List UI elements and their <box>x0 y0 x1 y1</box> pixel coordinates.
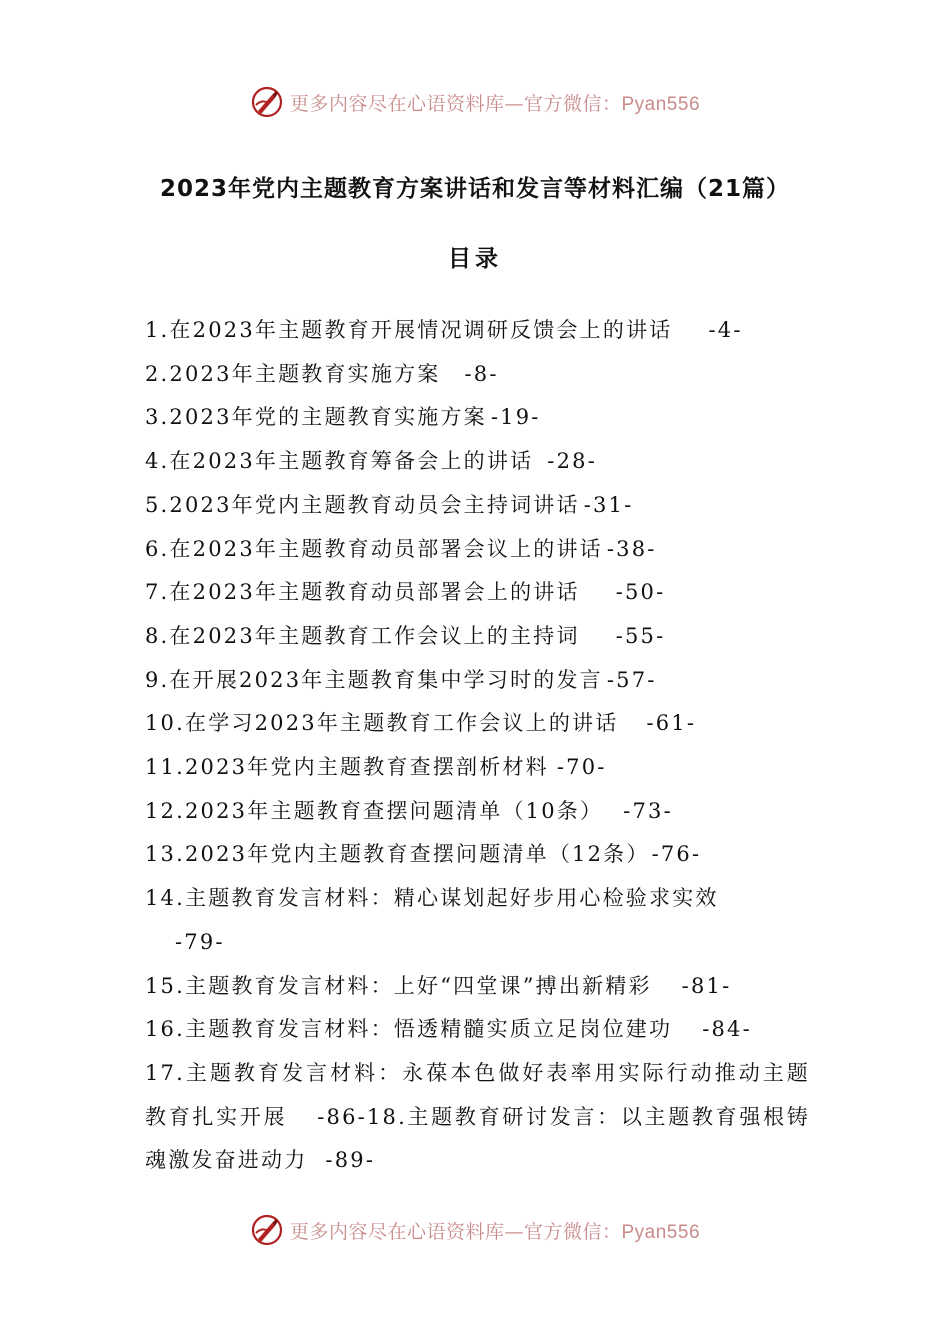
pen-logo-icon <box>250 85 284 119</box>
toc-item[interactable]: 9.在开展2023年主题教育集中学习时的发言 -57- <box>145 667 657 692</box>
document-title: 2023年党内主题教育方案讲话和发言等材料汇编（21篇） <box>159 176 791 202</box>
toc-item[interactable]: 10.在学习2023年主题教育工作会议上的讲话 -61- <box>145 711 697 736</box>
toc-item[interactable]: 7.在2023年主题教育动员部署会上的讲话 -50- <box>145 580 666 605</box>
toc-item[interactable]: 18.主题教育研讨发言：以主题教育强根铸魂激发奋进动力 -89- <box>145 1104 810 1173</box>
toc-item[interactable]: 14.主题教育发言材料：精心谋划起好步用心检验求实效 -79- <box>145 886 719 954</box>
toc-item[interactable]: 15.主题教育发言材料：上好“四堂课”搏出新精彩 -81- <box>145 973 732 998</box>
toc-item-run[interactable] <box>145 1052 810 1183</box>
toc-item[interactable]: 3.2023年党的主题教育实施方案 -19- <box>145 405 541 430</box>
toc-item[interactable]: 17.主题教育发言材料：永葆本色做好表率用实际行动推动主题教育扎实开展 -86- <box>145 1060 810 1129</box>
watermark-header <box>0 82 950 122</box>
watermark-text: 更多内容尽在心语资料库—官方微信：Pyan556 <box>289 92 701 115</box>
watermark-text: 更多内容尽在心语资料库—官方微信：Pyan556 <box>289 1220 701 1243</box>
toc-item[interactable]: 6.在2023年主题教育动员部署会议上的讲话 -38- <box>145 536 657 561</box>
toc-item[interactable]: 11.2023年党内主题教育查摆剖析材料 -70- <box>145 755 607 780</box>
toc-item[interactable]: 5.2023年党内主题教育动员会主持词讲话 -31- <box>145 492 634 517</box>
toc-item[interactable]: 1.在2023年主题教育开展情况调研反馈会上的讲话 -4- <box>145 318 743 342</box>
toc-item[interactable]: 2.2023年主题教育实施方案 -8- <box>145 361 499 386</box>
watermark-footer <box>0 1210 950 1250</box>
toc-item[interactable]: 8.在2023年主题教育工作会议上的主持词 -55- <box>145 623 666 648</box>
toc-item[interactable]: 13.2023年党内主题教育查摆问题清单（12条）-76- <box>145 842 702 867</box>
toc-item[interactable]: 12.2023年主题教育查摆问题清单（10条） -73- <box>145 798 673 823</box>
toc-heading: 目录 <box>448 246 502 272</box>
toc-item[interactable]: 4.在2023年主题教育筹备会上的讲话 -28- <box>145 449 597 474</box>
toc-item[interactable]: 16.主题教育发言材料：悟透精髓实质立足岗位建功 -84- <box>145 1017 752 1042</box>
pen-logo-icon <box>250 1213 284 1247</box>
table-of-contents <box>145 309 810 1183</box>
